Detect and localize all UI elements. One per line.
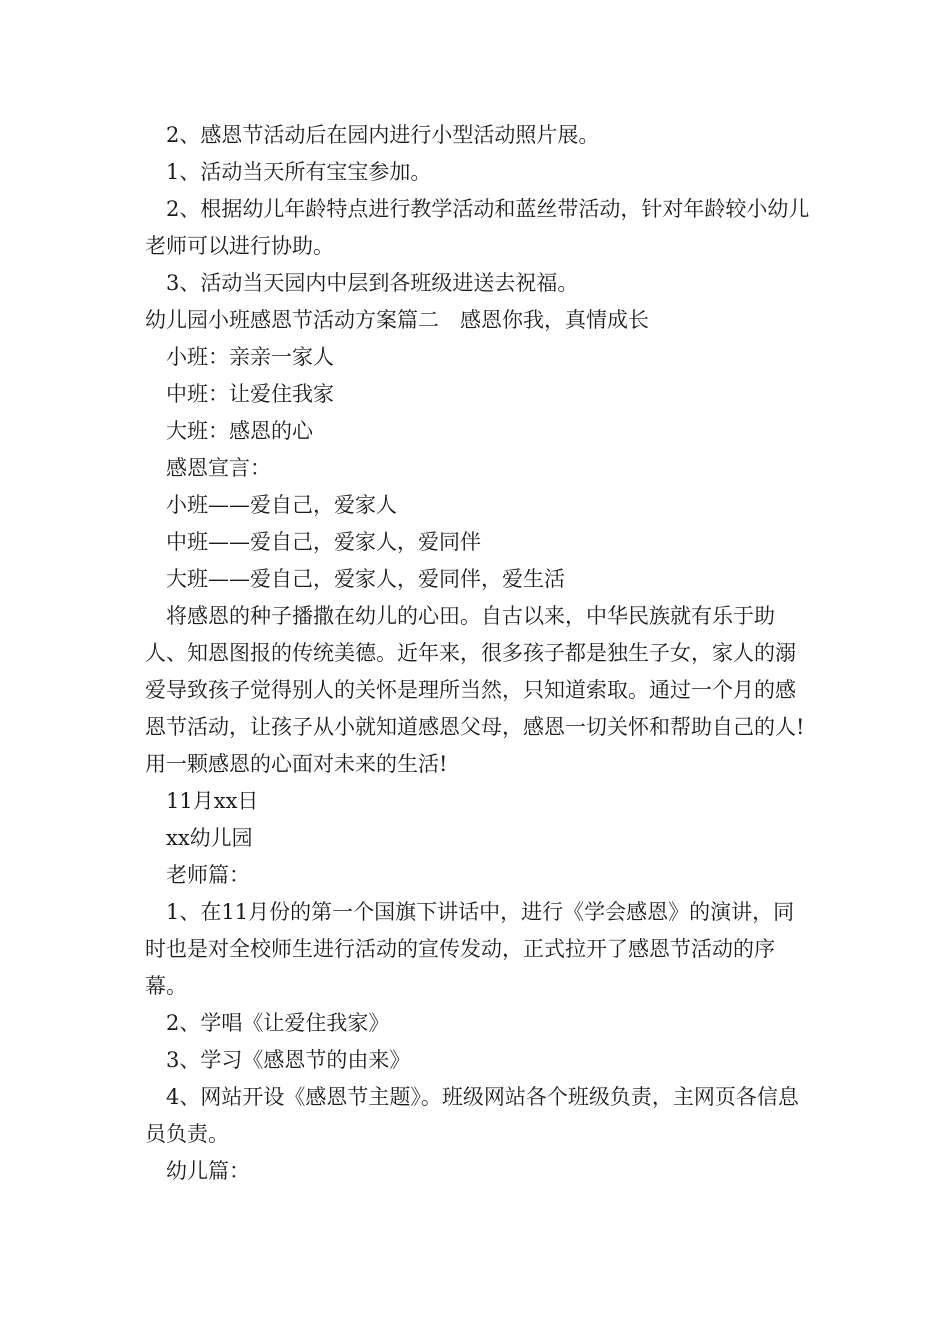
declaration-large-class: 大班——爱自己，爱家人，爱同伴，爱生活 — [166, 567, 565, 591]
paragraph-learn-song: 2、学唱《让爱住我家》 — [166, 1011, 390, 1035]
theme-middle-class: 中班：让爱住我家 — [166, 382, 334, 406]
paragraph-gratitude-seeds: 将感恩的种子播撒在幼儿的心田。自古以来，中华民族就有乐于助人、知恩图报的传统美德。近年来，很多孩子都是独生子女，家人的溺爱导致孩子觉得别人的关怀是理所当然，只知道索取。通过一个月的感恩节活动，让孩子从小就知道感恩父母，感恩一切关怀和帮助自己的人!用一颗感恩的心面对未来的生活! — [145, 604, 805, 776]
paragraph-photo-exhibition: 2、感恩节活动后在园内进行小型活动照片展。 — [166, 123, 600, 147]
paragraph-teaching-activities: 2、根据幼儿年龄特点进行教学活动和蓝丝带活动，针对年龄较小幼儿老师可以进行协助。 — [145, 197, 810, 258]
document-body — [145, 117, 810, 1190]
paragraph-flag-speech: 1、在11月份的第一个国旗下讲话中，进行《学会感恩》的演讲，同时也是对全校师生进行活动的宣传发动，正式拉开了感恩节活动的序幕。 — [145, 900, 795, 998]
theme-small-class: 小班：亲亲一家人 — [166, 345, 334, 369]
declaration-heading: 感恩宣言： — [166, 456, 271, 480]
section-title: 幼儿园小班感恩节活动方案篇二 感恩你我，真情成长 — [145, 308, 649, 332]
paragraph-learn-origin: 3、学习《感恩节的由来》 — [166, 1048, 411, 1072]
children-section-heading: 幼儿篇： — [166, 1159, 250, 1183]
teacher-section-heading: 老师篇： — [166, 863, 250, 887]
document-date: 11月xx日 — [166, 789, 259, 813]
theme-large-class: 大班：感恩的心 — [166, 419, 313, 443]
declaration-middle-class: 中班——爱自己，爱家人，爱同伴 — [166, 530, 481, 554]
paragraph-all-children-attend: 1、活动当天所有宝宝参加。 — [166, 160, 432, 184]
declaration-small-class: 小班——爱自己，爱家人 — [166, 493, 397, 517]
paragraph-website-theme: 4、网站开设《感恩节主题》。班级网站各个班级负责，主网页各信息员负责。 — [145, 1085, 799, 1146]
kindergarten-name: xx幼儿园 — [166, 826, 253, 850]
paragraph-blessings: 3、活动当天园内中层到各班级进送去祝福。 — [166, 271, 579, 295]
